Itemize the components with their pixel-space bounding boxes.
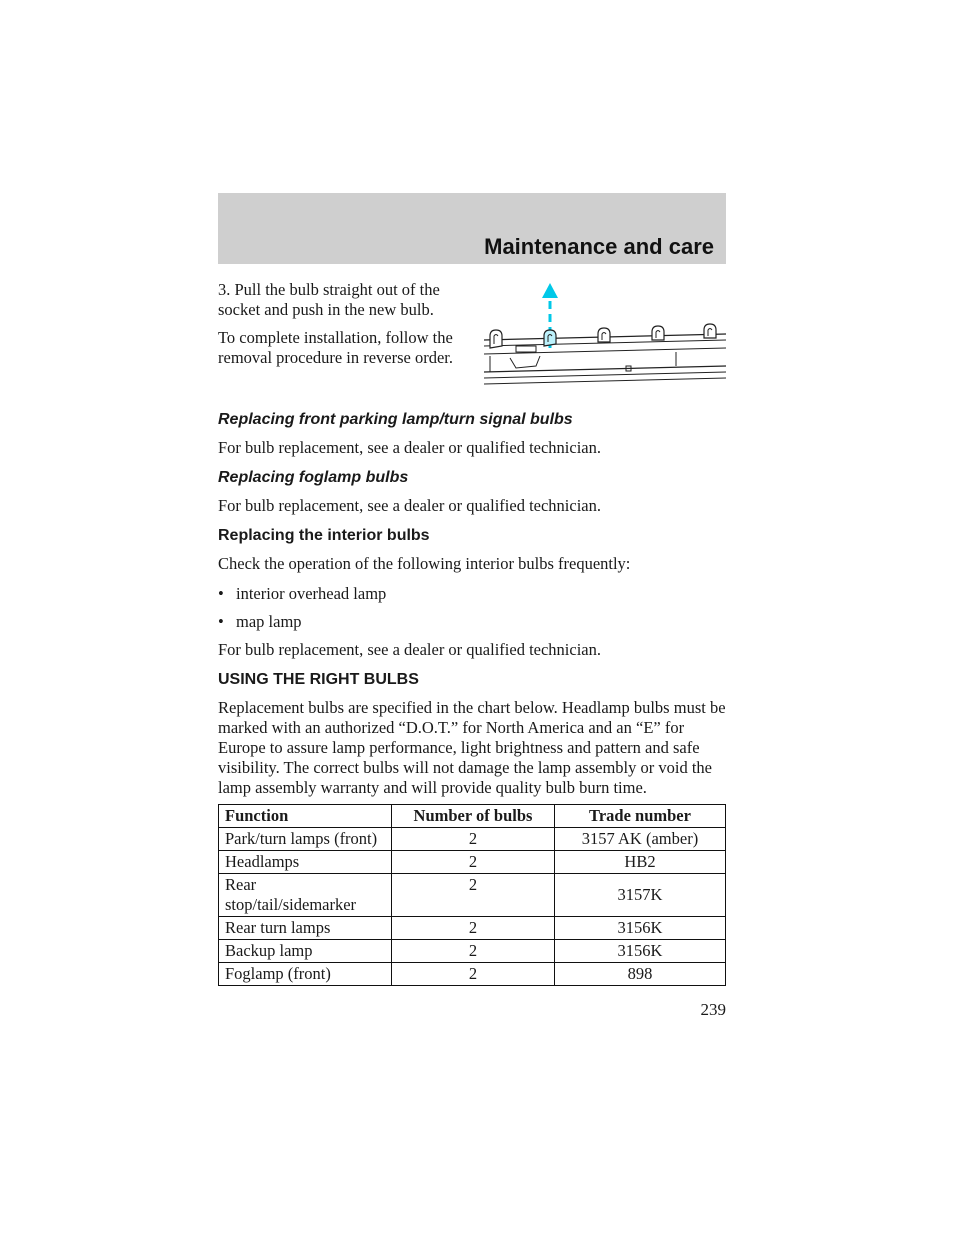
bulb-removal-illustration xyxy=(480,280,726,390)
bulb-table xyxy=(218,804,726,986)
interior-text: For bulb replacement, see a dealer or qualified technician. xyxy=(218,640,601,659)
section-title: Maintenance and care xyxy=(484,234,714,259)
main-content xyxy=(218,410,726,986)
right-bulbs-text: Replacement bulbs are specified in the chart below. Headlamp bulbs must be marked with an authorized “D.O.T.” for North America and an “E” for Europe to assure lamp performance, light brightness and pattern and safe visibility. The correct bulbs will not damage the lamp assembly or void the lamp assembly warranty and will provide quality bulb burn time. xyxy=(218,698,726,797)
bulb-icon xyxy=(598,328,610,342)
bullet-icon: • xyxy=(218,612,224,631)
foglamp-text: For bulb replacement, see a dealer or qualified technician. xyxy=(218,496,601,515)
step-paragraph-1: 3. Pull the bulb straight out of the socket and push in the new bulb. xyxy=(218,280,440,319)
bulb-icon xyxy=(652,326,664,340)
list-item: • map lamp xyxy=(218,612,302,631)
heading-interior-bulbs: Replacing the interior bulbs xyxy=(218,527,430,544)
interior-intro: Check the operation of the following interior bulbs frequently: xyxy=(218,554,631,573)
list-item: • interior overhead lamp xyxy=(218,584,387,603)
bulb-highlighted-icon xyxy=(544,330,556,346)
table-row: Headlamps 2 HB2 xyxy=(219,851,726,874)
table-row: Backup lamp 2 3156K xyxy=(219,940,726,963)
bulb-icon xyxy=(704,324,716,338)
column-header-function: Function xyxy=(219,805,392,828)
heading-parking-lamp: Replacing front parking lamp/turn signal bulbs xyxy=(218,411,573,428)
table-header-row xyxy=(219,805,726,828)
column-header-trade-number: Trade number xyxy=(555,805,726,828)
table-row: Rear stop/tail/sidemarker 2 3157K xyxy=(219,874,726,917)
table-row: Rear turn lamps 2 3156K xyxy=(219,917,726,940)
bulb-icon xyxy=(490,330,502,348)
bullet-icon: • xyxy=(218,584,224,603)
heading-foglamp: Replacing foglamp bulbs xyxy=(218,469,409,486)
pull-arrow-head xyxy=(542,283,558,298)
page-number: 239 xyxy=(700,1000,726,1019)
parking-lamp-text: For bulb replacement, see a dealer or qualified technician. xyxy=(218,438,601,457)
interior-bulb-list xyxy=(218,584,726,632)
step-paragraph-2: To complete installation, follow the removal procedure in reverse order. xyxy=(218,328,454,367)
table-row: Foglamp (front) 2 898 xyxy=(219,963,726,986)
section-header-band xyxy=(218,193,726,264)
step-instructions xyxy=(218,280,478,376)
table-row: Park/turn lamps (front) 2 3157 AK (amber) xyxy=(219,828,726,851)
heading-right-bulbs: USING THE RIGHT BULBS xyxy=(218,671,419,688)
column-header-count: Number of bulbs xyxy=(392,805,555,828)
